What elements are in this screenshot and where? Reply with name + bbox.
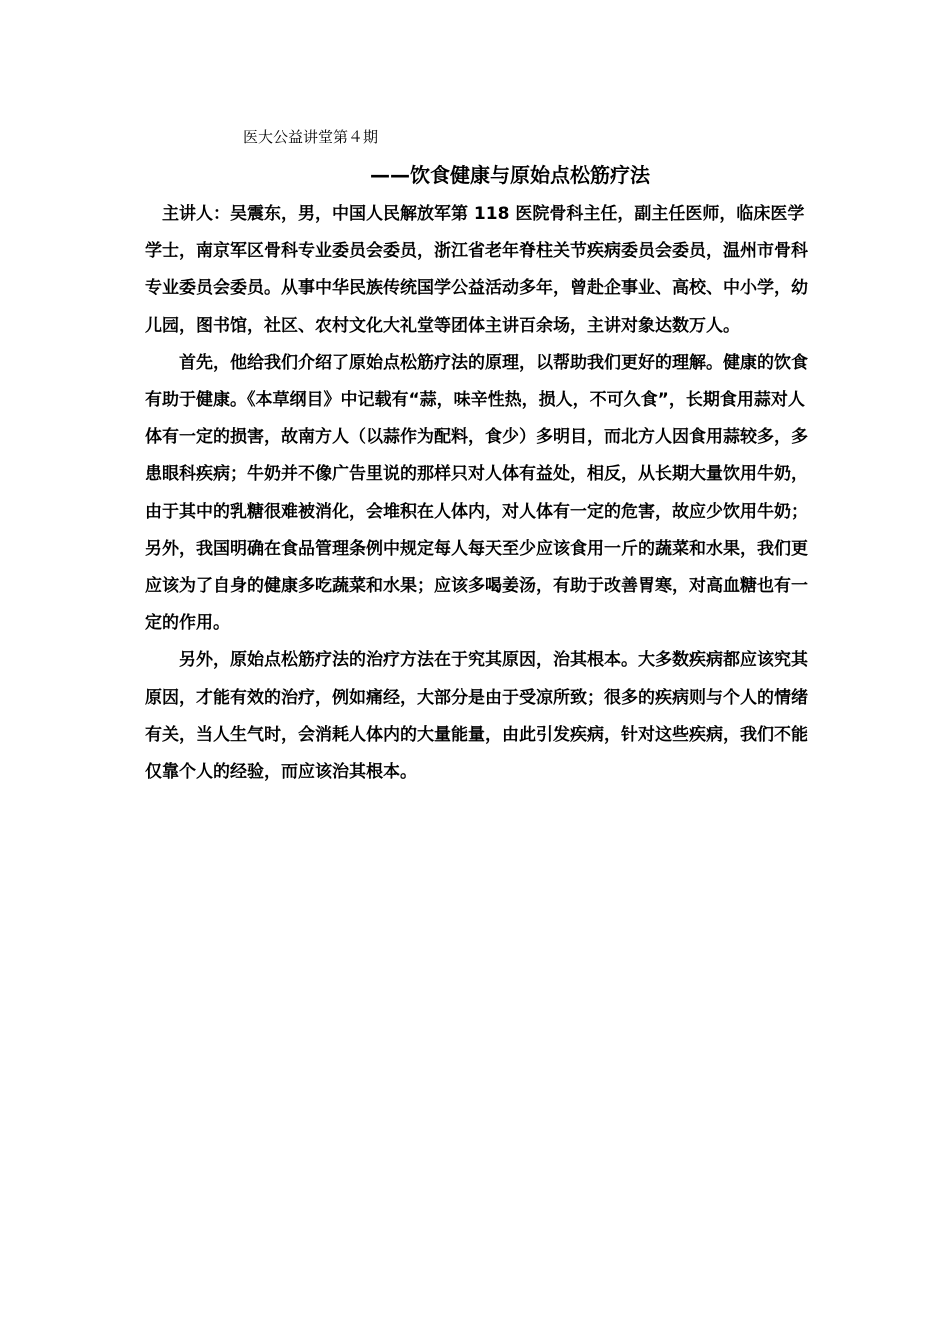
page-title: ——饮食健康与原始点松筋疗法 [370,163,650,187]
diet-health-paragraph: 首先，他给我们介绍了原始点松筋疗法的原理，以帮助我们更好的理解。健康的饮食有助于健康。《本草纲目》中记载有“蒜，味辛性热，损人，不可久食”，长期食用蒜对人体有一定的损害，故南方人（以蒜作为配料，食少）多明目，而北方人因食用蒜较多，多患眼科疾病；牛奶并不像广告里说的那样只对人体有益处，相反，从长期大量饮用牛奶，由于其中的乳糖很难被消化，会堆积在人体内，对人体有一定的危害，故应少饮用牛奶；另外，我国明确在食品管理条例中规定每人每天至少应该食用一斤的蔬菜和水果，我们更应该为了自身的健康多吃蔬菜和水果；应该多喝姜汤，有助于改善胃寒，对高血糖也有一定的作用。 [145,352,808,634]
therapy-method-paragraph: 另外，原始点松筋疗法的治疗方法在于究其原因，治其根本。大多数疾病都应该究其原因，才能有效的治疗，例如痛经，大部分是由于受凉所致；很多的疾病则与个人的情绪有关，当人生气时，会消耗人体内的大量能量，由此引发疾病，针对这些疾病，我们不能仅靠个人的经验，而应该治其根本。 [145,650,808,783]
series-label: 医大公益讲堂第４期 [243,128,379,146]
speaker-intro-paragraph: 主讲人：吴震东，男，中国人民解放军第 118 医院骨科主任，副主任医师，临床医学学士，南京军区骨科专业委员会委员，浙江省老年脊柱关节疾病委员会委员，温州市骨科专业委员会委员。从事中华民族传统国学公益活动多年，曾赴企事业、高校、中小学，幼儿园，图书馆，社区、农村文化大礼堂等团体主讲百余场，主讲对象达数万人。 [145,204,808,336]
document-body [145,196,809,791]
